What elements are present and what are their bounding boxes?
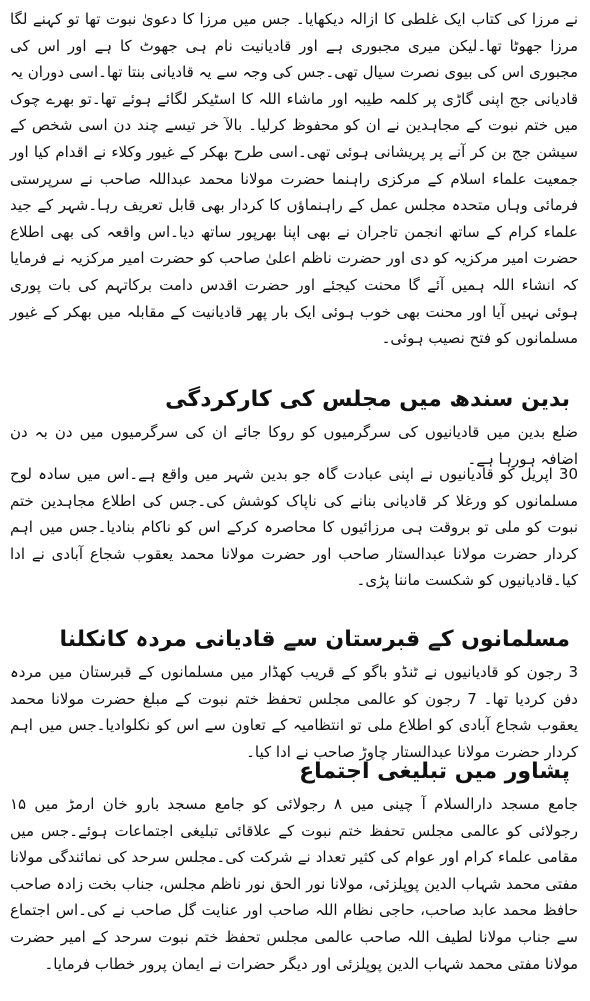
- paragraph-peshawar: جامع مسجد دارالسلام آ چینی میں ۸ رجولائی کو جامع مسجد بارو خان ارمڑ میں ۱۵ رجولائی کو عالمی مجلس تحفظ ختم نبوت کے علاقائی تبلیغی اجتماعات ہوئے۔جس میں مقامی علماء کرام اور عوام کی کثیر تعداد نے شرکت کی۔مجلس سرحد کی نمائندگی مولانا مفتی محمد شہاب الدین پوپلزئی، مولانا نور الحق نور ناظم مجلس، جناب بخت زادہ صاحب حافظ محمد عابد صاحب، حاجی نظام اللہ صاحب اور عنایت گل صاحب نے کی۔اس اجتماع سے جناب مولانا لطیف اللہ صاحب عالمی مجلس تحفظ ختم نبوت سرحد کے امیر حضرت مولانا مفتی محمد شہاب الدین پوپلزئی اور دیگر حضرات نے ایمان پرور خطاب فرمایا۔: [10, 795, 578, 973]
- paragraph-bhakkar-incident: نے مرزا کی کتاب ایک غلطی کا ازالہ دیکھایا۔ جس میں مرزا کا دعویٰ نبوت تھا تو کہنے لگا مرزا جھوٹا تھا۔لیکن میری مجبوری ہے اور قادیانیت نام ہی جھوٹ کا ہے اور اس کی مجبوری اس کی بیوی نصرت سیال تھی۔جس کی وجہ سے یہ قادیانی بنتا تھا۔اسی دوران یہ قادیانی جج اپنی گاڑی پر کلمہ طیبہ اور ماشاء اللہ کا اسٹیکر لگائے ہوئے تھا۔تو بھرے چوک میں ختم نبوت کے مجاہدین نے ان کو محفوظ کرلیا۔ بالآ خر تیسے چند دن اسی شخص کے سیشن جج بن کر آنے پر پریشانی ہوئی تھی۔اسی طرح بھکر کے غیور وکلاء نے اقدام کیا اور جمعیت علماء اسلام کے مرکزی راہنما حضرت مولانا محمد عبداللہ صاحب نے سرپرستی فرمائی وہاں متحدہ مجلس عمل کے راہنماؤں کا کردار بھی قابل تعریف رہا۔شہر کے جید علماء کرام کے ساتھ انجمن تاجران نے بھی اپنا بھرپور ساتھ دیا۔اس واقعہ کی بھی اطلاع حضرت امیر مرکزیہ کو دی اور حضرت ناظم اعلیٰ صاحب کو حضرت امیر مرکزیہ نے فرمایا کہ انشاء اللہ ہمیں آئے گا محنت کیجئے اور حضرت اقدس دامت برکاتہم کی بات پوری ہوئی نہیں آیا اور محنت بھی خوب ہوئی ایک بار پھر قادیانیت کے مقابلہ میں بھکر کے غیور مسلمانوں کو فتح نصیب ہوئی۔: [10, 10, 578, 348]
- paragraph-badin-intro: ضلع بدین میں قادیانیوں کی سرگرمیوں کو روکا جائے ان کی سرگرمیوں میں دن بہ دن اضافہ ہورہا ہے۔: [10, 423, 578, 468]
- section-heading-peshawar: پشاور میں تبلیغی اجتماع: [299, 759, 570, 784]
- paragraph-badin-april: 30 اپریل کو قادیانیوں نے اپنی عبادت گاہ جو بدین شہر میں واقع ہے۔اس میں سادہ لوح مسلمانوں کو ورغلا کر قادیانی بنانے کی ناپاک کوشش کی۔جس کی اطلاع مجاہدین ختم نبوت کو ملی تو بروقت ہی مرزائیوں کا محاصرہ کرکے اس کو ناکام بنادیا۔جس میں اہم کردار حضرت مولانا عبدالستار صاحب اور حضرت مولانا محمد یعقوب شجاع آبادی نے ادا کیا۔قادیانیوں کو شکست ماننا پڑی۔: [10, 465, 578, 590]
- section-heading-graveyard: مسلمانوں کے قبرستان سے قادیانی مردہ کانکلنا: [59, 627, 570, 652]
- paragraph-graveyard: 3 رجون کو قادیانیوں نے ٹنڈو باگو کے قریب کھڈار میں مسلمانوں کے قبرستان میں مردہ دفن کردیا تھا۔ 7 رجون کو عالمی مجلس تحفظ ختم نبوت کے مبلغ حضرت مولانا محمد یعقوب شجاع آبادی کو اطلاع ملی تو انتظامیہ کے تعاون سے اس کو نکلوادیا۔جس میں اہم کردار حضرت مولانا عبدالستار چاوڑ صاحب نے ادا کیا۔: [10, 663, 578, 761]
- section-heading-badin: بدین سندھ میں مجلس کی کارکردگی: [165, 387, 570, 412]
